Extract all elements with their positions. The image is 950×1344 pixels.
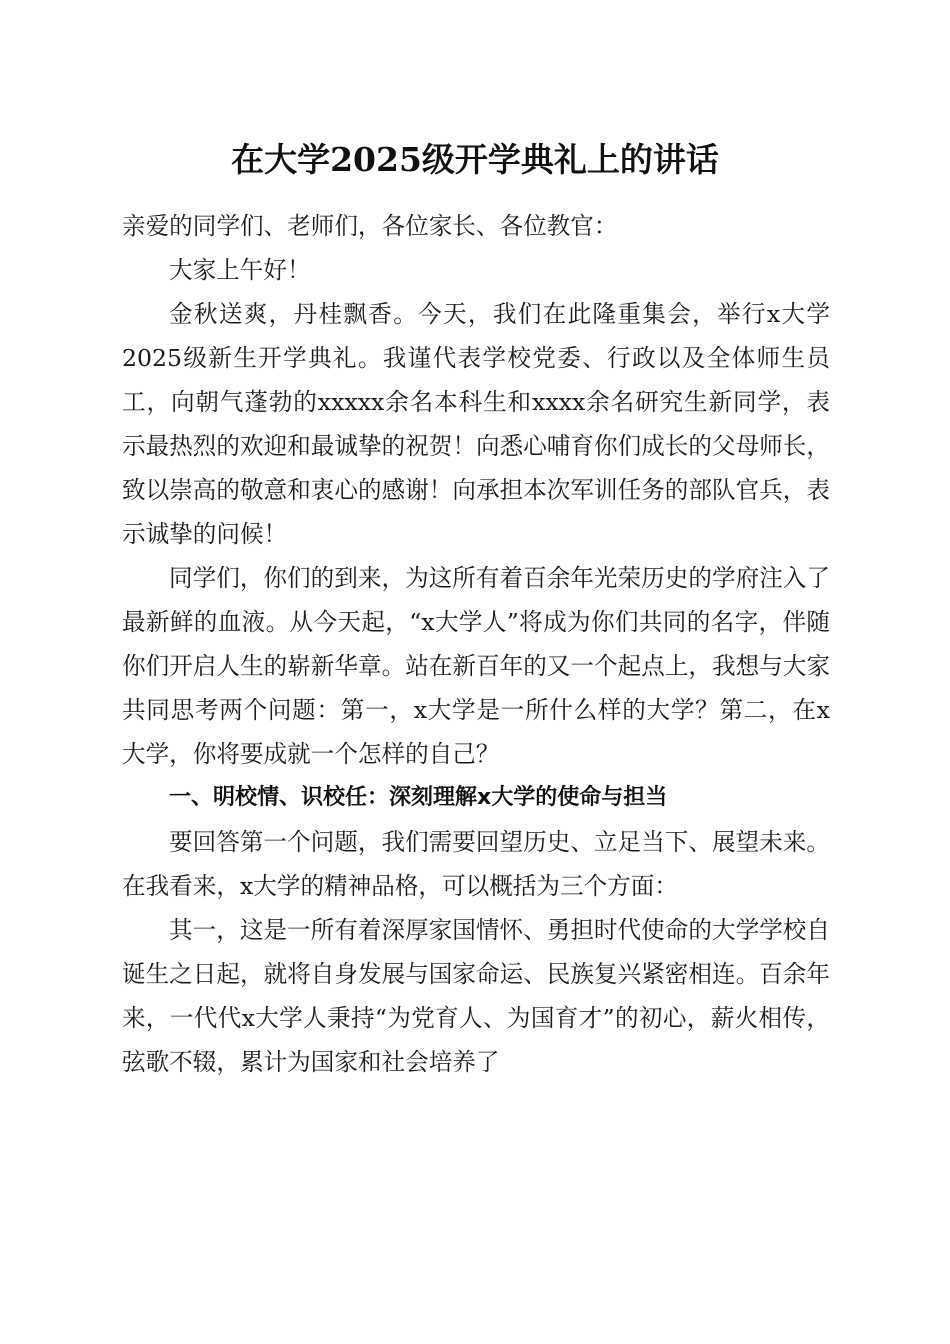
document-title: 在大学2025级开学典礼上的讲话 <box>231 140 719 179</box>
salutation: 亲爱的同学们、老师们，各位家长、各位教官： <box>122 212 618 240</box>
greeting: 大家上午好！ <box>169 256 311 284</box>
body-paragraph: 同学们，你们的到来，为这所有着百余年光荣历史的学府注入了最新鲜的血液。从今天起，“x大学人”将成为你们共同的名字，伴随你们开启人生的崭新华章。站在新百年的又一个起点上，我想与大家共同思考两个问题：第一，x大学是一所什么样的大学？第二，在x大学，你将要成就一个怎样的自己？ <box>122 564 830 768</box>
body-paragraph: 要回答第一个问题，我们需要回望历史、立足当下、展望未来。在我看来，x大学的精神品格，可以概括为三个方面： <box>122 828 830 900</box>
body-paragraph: 金秋送爽，丹桂飘香。今天，我们在此隆重集会，举行x大学2025级新生开学典礼。我谨代表学校党委、行政以及全体师生员工，向朝气蓬勃的xxxxx余名本科生和xxxx余名研究生新同学，表示最热烈的欢迎和最诚挚的祝贺！向悉心哺育你们成长的父母师长，致以崇高的敬意和衷心的感谢！向承担本次军训任务的部队官兵，表示诚挚的问候！ <box>122 300 830 548</box>
section-heading: 一、明校情、识校任：深刻理解x大学的使命与担当 <box>169 785 668 810</box>
document-body <box>122 204 830 1084</box>
body-paragraph: 其一，这是一所有着深厚家国情怀、勇担时代使命的大学学校自诞生之日起，就将自身发展与国家命运、民族复兴紧密相连。百余年来，一代代x大学人秉持“为党育人、为国育才”的初心，薪火相传，弦歌不辍，累计为国家和社会培养了 <box>122 916 830 1076</box>
